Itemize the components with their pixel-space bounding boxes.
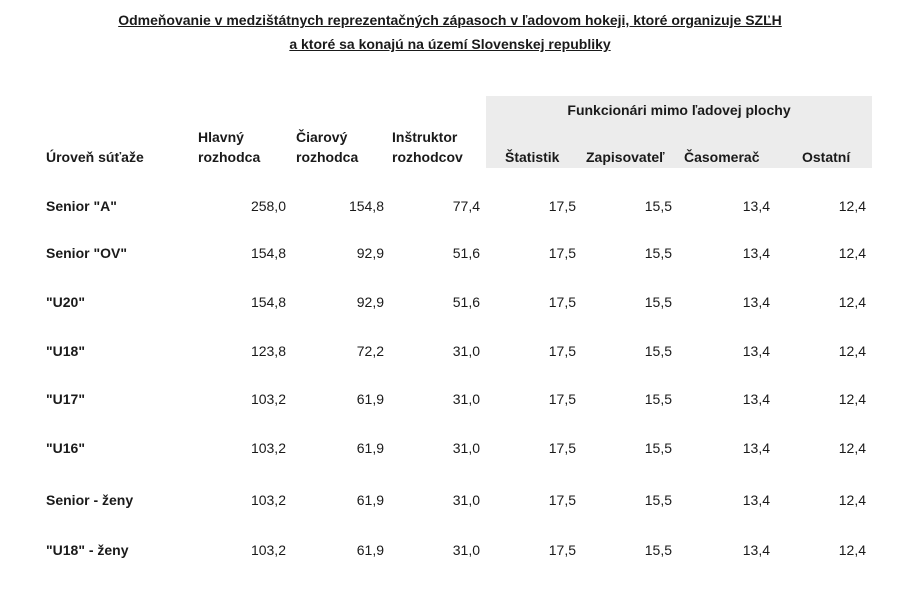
column-header-instructor-line-2: rozhodcov: [392, 149, 463, 165]
cell-statistician: 17,5: [548, 440, 576, 456]
column-header-timekeeper: Časomerač: [684, 149, 760, 165]
column-header-other: Ostatní: [802, 149, 851, 165]
cell-instructor: 77,4: [452, 198, 480, 214]
cell-linesman: 154,8: [348, 198, 384, 214]
document-title-line-1: Odmeňovanie v medzištátnych reprezentačných zápasoch v ľadovom hokeji, ktoré organizuje SZĽH: [118, 12, 782, 28]
cell-linesman: 61,9: [356, 492, 384, 508]
row-level-label: Senior "OV": [46, 245, 127, 261]
cell-statistician: 17,5: [548, 198, 576, 214]
cell-scorekeeper: 15,5: [644, 440, 672, 456]
table-row: [0, 438, 900, 462]
cell-instructor: 51,6: [452, 294, 480, 310]
cell-linesman: 92,9: [356, 245, 384, 261]
cell-other: 12,4: [838, 343, 866, 359]
cell-linesman: 61,9: [356, 391, 384, 407]
column-header-head-referee-line-2: rozhodca: [198, 149, 261, 165]
row-level-label: "U17": [46, 391, 85, 407]
cell-linesman: 72,2: [356, 343, 384, 359]
cell-other: 12,4: [838, 542, 866, 558]
cell-head-referee: 258,0: [250, 198, 286, 214]
cell-other: 12,4: [838, 294, 866, 310]
row-level-label: Senior "A": [46, 198, 117, 214]
column-header-level: Úroveň súťaže: [46, 149, 144, 165]
cell-instructor: 31,0: [452, 492, 480, 508]
cell-other: 12,4: [838, 245, 866, 261]
table-row: [0, 490, 900, 514]
cell-instructor: 31,0: [452, 440, 480, 456]
cell-timekeeper: 13,4: [742, 294, 770, 310]
column-header-linesman-line-2: rozhodca: [296, 149, 359, 165]
cell-statistician: 17,5: [548, 294, 576, 310]
cell-statistician: 17,5: [548, 245, 576, 261]
document-title-line-2: a ktoré sa konajú na území Slovenskej republiky: [289, 36, 611, 52]
cell-scorekeeper: 15,5: [644, 198, 672, 214]
cell-statistician: 17,5: [548, 542, 576, 558]
cell-instructor: 31,0: [452, 542, 480, 558]
row-level-label: "U18": [46, 343, 85, 359]
cell-head-referee: 103,2: [250, 440, 286, 456]
table-row: [0, 243, 900, 267]
cell-head-referee: 103,2: [250, 391, 286, 407]
cell-timekeeper: 13,4: [742, 198, 770, 214]
cell-head-referee: 103,2: [250, 542, 286, 558]
table-row: [0, 540, 900, 564]
column-header-instructor-line-1: Inštruktor: [392, 129, 458, 145]
cell-statistician: 17,5: [548, 343, 576, 359]
cell-timekeeper: 13,4: [742, 343, 770, 359]
cell-scorekeeper: 15,5: [644, 492, 672, 508]
cell-linesman: 61,9: [356, 542, 384, 558]
cell-instructor: 31,0: [452, 391, 480, 407]
cell-other: 12,4: [838, 391, 866, 407]
row-level-label: "U20": [46, 294, 85, 310]
cell-scorekeeper: 15,5: [644, 343, 672, 359]
column-header-linesman-line-1: Čiarový: [296, 129, 348, 145]
cell-instructor: 31,0: [452, 343, 480, 359]
row-level-label: "U18" - ženy: [46, 542, 129, 558]
cell-head-referee: 103,2: [250, 492, 286, 508]
column-header-head-referee-line-1: Hlavný: [198, 129, 244, 145]
cell-scorekeeper: 15,5: [644, 294, 672, 310]
cell-timekeeper: 13,4: [742, 391, 770, 407]
table-row: [0, 196, 900, 220]
cell-statistician: 17,5: [548, 492, 576, 508]
column-header-statistician: Štatistik: [505, 149, 560, 165]
row-level-label: Senior - ženy: [46, 492, 134, 508]
cell-timekeeper: 13,4: [742, 492, 770, 508]
cell-linesman: 61,9: [356, 440, 384, 456]
cell-scorekeeper: 15,5: [644, 245, 672, 261]
cell-timekeeper: 13,4: [742, 245, 770, 261]
cell-linesman: 92,9: [356, 294, 384, 310]
row-level-label: "U16": [46, 440, 85, 456]
column-header-scorekeeper: Zapisovateľ: [586, 149, 665, 165]
cell-timekeeper: 13,4: [742, 440, 770, 456]
cell-head-referee: 154,8: [250, 294, 286, 310]
off-ice-officials-group-header: Funkcionári mimo ľadovej plochy: [567, 102, 791, 118]
cell-statistician: 17,5: [548, 391, 576, 407]
cell-other: 12,4: [838, 492, 866, 508]
table-row: [0, 341, 900, 365]
cell-scorekeeper: 15,5: [644, 542, 672, 558]
cell-scorekeeper: 15,5: [644, 391, 672, 407]
cell-timekeeper: 13,4: [742, 542, 770, 558]
cell-other: 12,4: [838, 440, 866, 456]
cell-head-referee: 154,8: [250, 245, 286, 261]
table-row: [0, 292, 900, 316]
table-row: [0, 389, 900, 413]
cell-other: 12,4: [838, 198, 866, 214]
cell-instructor: 51,6: [452, 245, 480, 261]
cell-head-referee: 123,8: [250, 343, 286, 359]
